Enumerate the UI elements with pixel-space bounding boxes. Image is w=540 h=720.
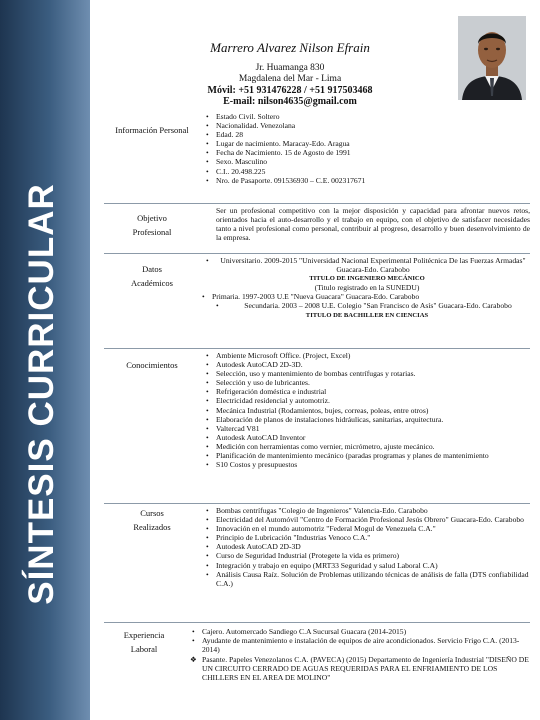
education-list-2 [204,292,530,301]
knowledge-item: • Ambiente Microsoft Office. (Project, Excel) [216,351,530,360]
personal-item: • Nro. de Pasaporte. 091536930 – C.E. 002317671 [216,176,530,185]
knowledge-item: • Selección, uso y mantenimiento de bombas centrífugas y rotarias. [216,369,530,378]
knowledge-item: • Autodesk AutoCAD 2D-3D. [216,360,530,369]
experience-label-1: Experiencia [123,630,165,640]
experience-item: • Cajero. Automercado Sandiego C.A Sucursal Guacara (2014-2015) [202,627,530,636]
knowledge-item: • S10 Costos y presupuestos [216,460,530,469]
course-item: • Integración y trabajo en equipo (MRT33 Seguridad y salud Laboral C.A) [216,561,530,570]
section-label-courses [104,506,200,534]
education-body [204,256,530,320]
section-experience [104,622,530,717]
experience-list [190,627,530,654]
experience-pasante-text: Pasante. Papeles Venezolanos C.A. (PAVECA) (2015) Departamento de Ingeniería Industrial "DISEÑO DE UN CIRCUITO CERRADO DE AGUAS REQUERIDAS PARA EL ENFRIAMIENTO DE LOS CHILLERS EN EL AREA DE MOLINO" [202,655,529,683]
email: E-mail: nilson4635@gmail.com [223,96,357,107]
education-list [204,256,530,274]
education-secondary-title: TITULO DE BACHILLER EN CIENCIAS [305,311,429,319]
experience-item: • Ayudante de mantenimiento e instalación de equipos de aire acondicionados. Servicio Frigo C.A. (2013-2014) [202,636,530,654]
section-body-courses [204,506,530,588]
sidebar-banner [0,0,90,720]
personal-item: • Nacionalidad. Venezolana [216,121,530,130]
course-item: • Innovación en el mundo automotriz "Federal Mogul de Venezuela C.A." [216,524,530,533]
courses-label-2: Realizados [133,522,171,532]
section-knowledge [104,348,530,500]
address-line-2: Magdalena del Mar - Lima [238,74,342,84]
knowledge-item: • Medición con herramientas como vernier, micrómetro, ajuste mecánico. [216,442,530,451]
education-secondary: • Secundaria. 2003 – 2008 U.E. Colegio "San Francisco de Asís" Guacara-Edo. Carabobo [226,301,530,310]
experience-label-2: Laboral [130,644,158,654]
knowledge-item: • Mecánica Industrial (Rodamientos, bujes, correas, poleas, entre otros) [216,406,530,415]
personal-item: • Sexo. Masculino [216,157,530,166]
education-university: • Universitario. 2009-2015 "Universidad Nacional Experimental Politécnica De las Fuerzas Armadas" Guacara-Edo. Carabobo [216,256,530,274]
section-label-experience [104,628,184,656]
education-university-note: (Titulo registrado en la SUNEDU) [314,283,420,293]
courses-label-1: Cursos [140,508,164,518]
section-label-knowledge: Conocimientos [126,360,178,370]
person-name: Marrero Alvarez Nilson Efrain [210,40,370,55]
knowledge-item: • Autodesk AutoCAD Inventor [216,433,530,442]
education-list-3 [204,301,530,310]
section-courses [104,503,530,621]
section-label-education [104,262,200,290]
diamond-bullet-icon: ❖ [190,655,197,665]
knowledge-list [204,351,530,469]
phone: Móvil: +51 931476228 / +51 917503468 [207,85,373,96]
course-item: • Electricidad del Automóvil "Centro de Formación Profesional Jesús Obrero" Guacara-Edo. Carabobo [216,515,530,524]
objective-label-2: Profesional [132,227,172,237]
section-objective [104,203,530,253]
section-body-personal [204,112,530,185]
experience-pasante [190,655,530,682]
divider [104,622,530,623]
section-personal [104,110,530,200]
education-label-2: Académicos [130,278,173,288]
personal-item: • C.I.. 20.498.225 [216,167,530,176]
knowledge-item: • Planificación de mantenimiento mecánico (paradas programas y planes de mantenimiento [216,451,530,460]
education-label-1: Datos [142,264,162,274]
divider [104,348,530,349]
education-primary: • Primaria. 1997-2003 U.E "Nueva Guacara" Guacara-Edo. Carabobo [212,292,530,301]
section-label-objective [104,211,200,239]
personal-item: • Edad. 28 [216,130,530,139]
personal-list [204,112,530,185]
personal-item: • Estado Civil. Soltero [216,112,530,121]
knowledge-item: • Elaboración de planos de instalaciones hidráulicas, sanitarias, arquitectura. [216,415,530,424]
divider [104,503,530,504]
divider [104,203,530,204]
section-body-knowledge [204,351,530,469]
section-body-experience [190,627,530,683]
objective-text: Ser un profesional competitivo con la mejor disposición y capacidad para afrontar nuevos retos, orientados hacia el auto-desarrollo y el trabajo en equipo, con el objetivo de satisfacer necesidades tanto a nivel profesional como personal, contribuir al progreso, desarrollo y buen desenvolvimiento de la empresa. [216,206,530,243]
course-item: • Análisis Causa Raíz. Solución de Problemas utilizando técnicas de análisis de falla (DTS confiabilidad C.A.) [216,570,530,588]
profile-photo [458,16,526,100]
address-line-1: Jr. Huamanga 830 [255,63,325,73]
course-item: • Bombas centrífugas "Colegio de Ingenieros" Valencia-Edo. Carabobo [216,506,530,515]
header [140,40,440,107]
personal-item: • Fecha de Nacimiento. 15 de Agosto de 1991 [216,148,530,157]
personal-item: • Lugar de nacimiento. Maracay-Edo. Aragua [216,139,530,148]
knowledge-item: • Refrigeración doméstica e industrial [216,387,530,396]
knowledge-item: • Electricidad residencial y automotriz. [216,396,530,405]
course-item: • Principio de Lubricación "Industrias Venoco C.A." [216,533,530,542]
knowledge-item: • Selección y uso de lubricantes. [216,378,530,387]
knowledge-item: • Valtercad V81 [216,424,530,433]
course-item: • Curso de Seguridad Industrial (Protegete la vida es primero) [216,551,530,560]
education-university-title: TITULO DE INGENIERO MECÁNICO [309,275,425,283]
courses-list [204,506,530,588]
objective-label-1: Objetivo [137,213,167,223]
sidebar-title-text: SÍNTESIS CURRICULAR [22,183,61,605]
section-education [104,253,530,345]
divider [104,253,530,254]
sidebar-title [0,74,84,714]
course-item: • Autodesk AutoCAD 2D-3D [216,542,530,551]
section-label-personal: Información Personal [115,125,189,135]
